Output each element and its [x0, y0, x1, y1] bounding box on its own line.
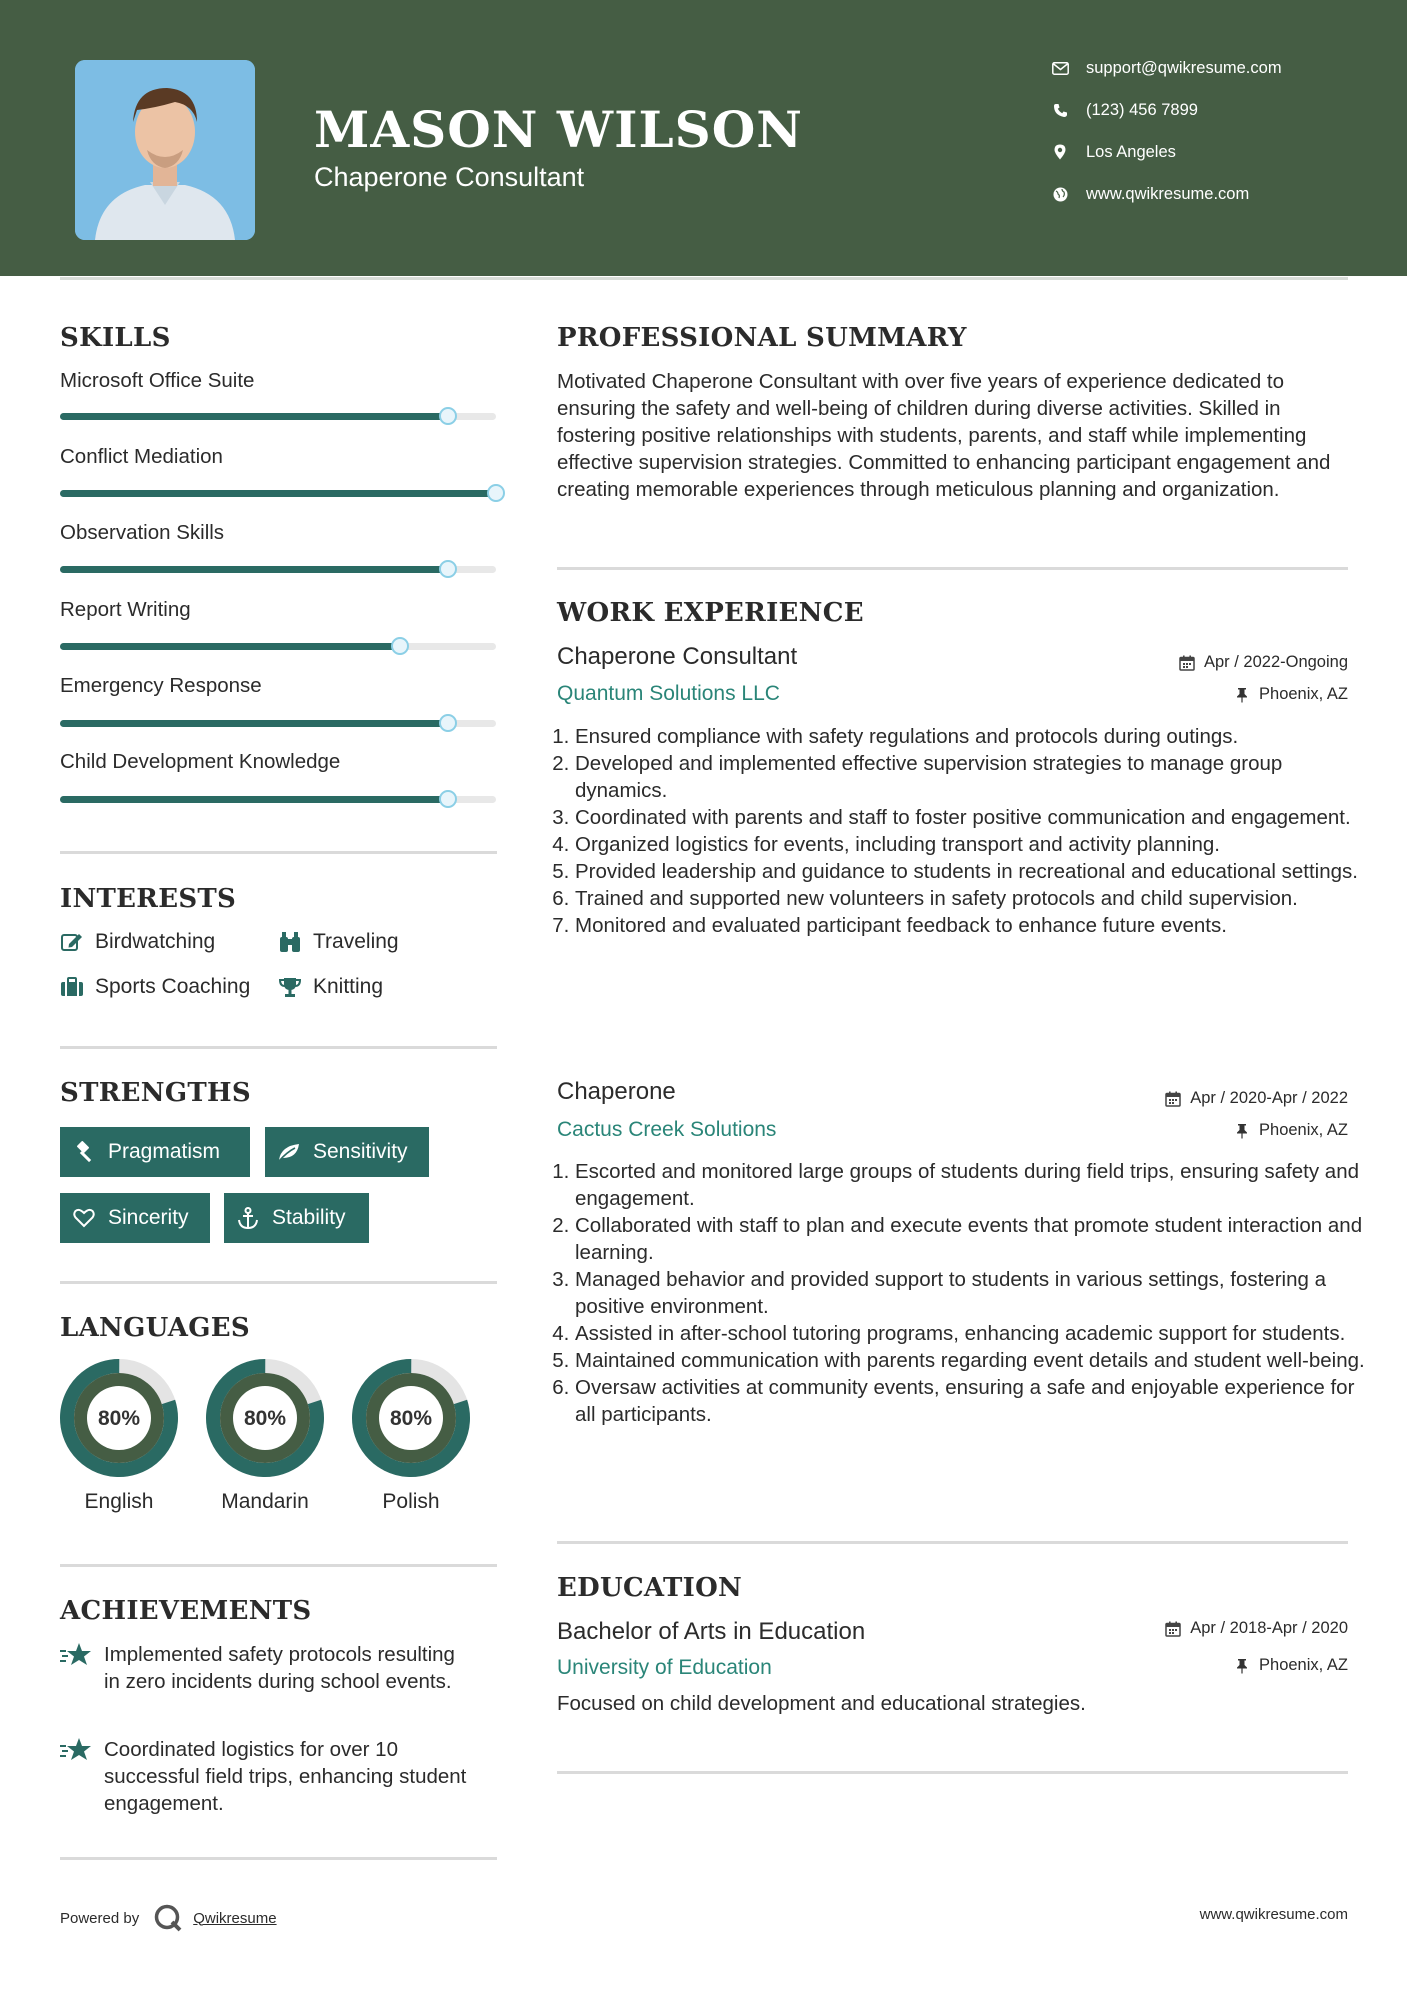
- skill-bar: [60, 490, 496, 497]
- job-bullet: 2. Developed and implemented effective supervision strategies to manage group dynamics.: [575, 750, 1365, 804]
- heart-icon: [72, 1206, 96, 1230]
- skill-bar-fill: [60, 566, 448, 573]
- contact-email[interactable]: [1050, 58, 1282, 78]
- job-location-text: Phoenix, AZ: [1259, 685, 1348, 703]
- section-divider: [60, 1564, 497, 1567]
- interest-label: Knitting: [313, 975, 384, 998]
- language-donut: [59, 1358, 179, 1478]
- job-bullet: 3. Managed behavior and provided support to students in various settings, fostering a positive environment.: [575, 1266, 1365, 1320]
- strength-label: Sincerity: [108, 1206, 189, 1229]
- contact-website[interactable]: [1050, 184, 1249, 204]
- job-bullet: 7. Monitored and evaluated participant feedback to enhance future events.: [575, 912, 1365, 939]
- language-label: Polish: [382, 1490, 440, 1513]
- education-dates: [1164, 1619, 1348, 1638]
- section-divider: [557, 567, 1348, 570]
- company-name[interactable]: Quantum Solutions LLC: [557, 682, 780, 705]
- achievement-item: [60, 1641, 480, 1695]
- skill-label: Child Development Knowledge: [60, 750, 341, 773]
- language-donut: [205, 1358, 325, 1478]
- education-dates-text: Apr / 2018-Apr / 2020: [1190, 1619, 1348, 1637]
- strength-badge: [60, 1193, 210, 1243]
- job-bullet: 5. Maintained communication with parents regarding event details and student well-being.: [575, 1347, 1365, 1374]
- job-bullet: 4. Organized logistics for events, including transport and activity planning.: [575, 831, 1365, 858]
- job-bullet: 6. Oversaw activities at community events, ensuring a safe and enjoyable experience for all participants.: [575, 1374, 1365, 1428]
- brand-link[interactable]: Qwikresume: [193, 1909, 277, 1927]
- star-icon: [60, 1641, 92, 1669]
- envelope-icon: [1050, 58, 1070, 78]
- contact-phone-text: (123) 456 7899: [1086, 100, 1198, 119]
- calendar-icon: [1178, 654, 1196, 672]
- school-name[interactable]: University of Education: [557, 1656, 772, 1679]
- skill-bar-fill: [60, 643, 400, 650]
- candidate-name: MASON WILSON: [314, 100, 803, 159]
- degree-title: Bachelor of Arts in Education: [557, 1618, 866, 1645]
- interest-item: [60, 930, 215, 954]
- section-divider: [60, 851, 497, 854]
- qwikresume-logo-icon: [153, 1903, 183, 1933]
- language-percent: 80%: [389, 1407, 433, 1430]
- interest-item: [60, 975, 250, 999]
- skill-bar-fill: [60, 413, 448, 420]
- job-title: Chaperone: [557, 1078, 676, 1105]
- pushpin-icon: [1233, 1122, 1251, 1140]
- job-location-text: Phoenix, AZ: [1259, 1121, 1348, 1139]
- achievement-item: [60, 1736, 480, 1817]
- header-divider: [60, 277, 1348, 280]
- strengths-heading: STRENGTHS: [60, 1078, 251, 1108]
- phone-icon: [1050, 100, 1070, 120]
- job-dates-text: Apr / 2022-Ongoing: [1203, 653, 1348, 671]
- powered-by-label: Powered by: [60, 1909, 140, 1927]
- calendar-icon: [1164, 1090, 1182, 1108]
- briefcase-icon: [60, 975, 84, 999]
- job-dates: [1178, 653, 1348, 672]
- strength-label: Pragmatism: [108, 1140, 221, 1163]
- work-heading: WORK EXPERIENCE: [557, 598, 864, 628]
- skill-bar-knob: [439, 714, 457, 732]
- contact-location: [1050, 142, 1176, 162]
- language-percent: 80%: [97, 1407, 141, 1430]
- skill-label: Emergency Response: [60, 674, 262, 697]
- education-heading: EDUCATION: [557, 1573, 743, 1603]
- language-item: [59, 1358, 179, 1514]
- job-bullets: [557, 723, 1365, 939]
- job-bullets: [557, 1158, 1365, 1428]
- skill-bar: [60, 566, 496, 573]
- interest-label: Birdwatching: [95, 930, 216, 953]
- gavel-icon: [72, 1140, 96, 1164]
- job-bullet: 1. Escorted and monitored large groups of students during field trips, ensuring safety and engagement.: [575, 1158, 1365, 1212]
- footer-powered-by: [60, 1903, 277, 1933]
- interests-heading: INTERESTS: [60, 884, 237, 914]
- resume-header: [0, 0, 1407, 276]
- language-item: [205, 1358, 325, 1514]
- achievement-text: Implemented safety protocols resulting in zero incidents during school events.: [104, 1643, 455, 1693]
- location-pin-icon: [1050, 142, 1070, 162]
- job-dates-text: Apr / 2020-Apr / 2022: [1190, 1089, 1348, 1107]
- skill-bar-fill: [60, 796, 448, 803]
- globe-icon: [1050, 184, 1070, 204]
- footer-url[interactable]: www.qwikresume.com: [1199, 1906, 1348, 1923]
- skill-bar-fill: [60, 720, 448, 727]
- company-name[interactable]: Cactus Creek Solutions: [557, 1118, 777, 1141]
- languages-heading: LANGUAGES: [60, 1313, 250, 1343]
- strength-badge: [224, 1193, 369, 1243]
- edit-icon: [60, 930, 84, 954]
- profile-photo: [75, 60, 255, 240]
- skill-label: Microsoft Office Suite: [60, 369, 255, 392]
- skill-label: Conflict Mediation: [60, 445, 223, 468]
- education-description: Focused on child development and educational strategies.: [557, 1692, 1086, 1715]
- skill-label: Report Writing: [60, 598, 191, 621]
- interest-item: [278, 930, 399, 954]
- job-title: Chaperone Consultant: [557, 643, 798, 670]
- education-location-text: Phoenix, AZ: [1259, 1656, 1348, 1674]
- language-item: [351, 1358, 471, 1514]
- skill-bar-knob: [439, 790, 457, 808]
- skill-bar-knob: [439, 407, 457, 425]
- strength-label: Stability: [272, 1206, 346, 1229]
- job-bullet: 5. Provided leadership and guidance to students in recreational and educational settings.: [575, 858, 1365, 885]
- achievement-text: Coordinated logistics for over 10 successful field trips, enhancing student engagement.: [104, 1738, 467, 1815]
- job-bullet: 6. Trained and supported new volunteers in safety protocols and child supervision.: [575, 885, 1365, 912]
- skill-bar: [60, 720, 496, 727]
- anchor-icon: [236, 1206, 260, 1230]
- skill-bar-knob: [487, 484, 505, 502]
- contact-location-text: Los Angeles: [1086, 142, 1176, 161]
- skill-bar-knob: [391, 637, 409, 655]
- skill-bar-fill: [60, 490, 496, 497]
- summary-text: Motivated Chaperone Consultant with over five years of experience dedicated to ensuring the safety and well-being of children during diverse activities. Skilled in fostering positive relationships with students, parents, and staff while implementing effective supervision strategies. Committed to enhancing participant engagement and creating memorable experiences through meticulous planning and organization.: [557, 370, 1331, 501]
- job-location: [1233, 685, 1348, 704]
- job-dates: [1164, 1089, 1348, 1108]
- contact-phone[interactable]: [1050, 100, 1198, 120]
- contact-website-text: www.qwikresume.com: [1086, 184, 1250, 203]
- leaf-icon: [277, 1140, 301, 1164]
- job-bullet: 2. Collaborated with staff to plan and execute events that promote student interaction and learning.: [575, 1212, 1365, 1266]
- skill-label: Observation Skills: [60, 521, 225, 544]
- skill-bar-knob: [439, 560, 457, 578]
- job-bullet: 1. Ensured compliance with safety regulations and protocols during outings.: [575, 723, 1365, 750]
- star-icon: [60, 1736, 92, 1764]
- section-divider: [60, 1046, 497, 1049]
- language-label: English: [84, 1490, 154, 1513]
- candidate-title: Chaperone Consultant: [314, 162, 585, 192]
- strength-badge: [60, 1127, 250, 1177]
- trophy-icon: [278, 975, 302, 999]
- contact-email-text: support@qwikresume.com: [1086, 58, 1282, 77]
- pushpin-icon: [1233, 1657, 1251, 1675]
- language-label: Mandarin: [221, 1490, 309, 1513]
- education-location: [1233, 1656, 1348, 1675]
- skills-heading: SKILLS: [60, 323, 171, 353]
- pushpin-icon: [1233, 686, 1251, 704]
- section-divider: [60, 1857, 497, 1860]
- job-bullet: 4. Assisted in after-school tutoring programs, enhancing academic support for students.: [575, 1320, 1365, 1347]
- calendar-icon: [1164, 1620, 1182, 1638]
- skill-bar: [60, 643, 496, 650]
- skill-bar: [60, 413, 496, 420]
- summary-heading: PROFESSIONAL SUMMARY: [557, 323, 967, 353]
- job-bullet: 3. Coordinated with parents and staff to foster positive communication and engagement.: [575, 804, 1365, 831]
- binoculars-icon: [278, 930, 302, 954]
- interest-item: [278, 975, 383, 999]
- strength-label: Sensitivity: [313, 1140, 408, 1163]
- section-divider: [557, 1541, 1348, 1544]
- skill-bar: [60, 796, 496, 803]
- achievements-heading: ACHIEVEMENTS: [60, 1596, 312, 1626]
- language-percent: 80%: [243, 1407, 287, 1430]
- interest-label: Sports Coaching: [95, 975, 251, 998]
- job-location: [1233, 1121, 1348, 1140]
- language-donut: [351, 1358, 471, 1478]
- interest-label: Traveling: [313, 930, 399, 953]
- section-divider: [60, 1281, 497, 1284]
- strength-badge: [265, 1127, 429, 1177]
- section-divider: [557, 1771, 1348, 1774]
